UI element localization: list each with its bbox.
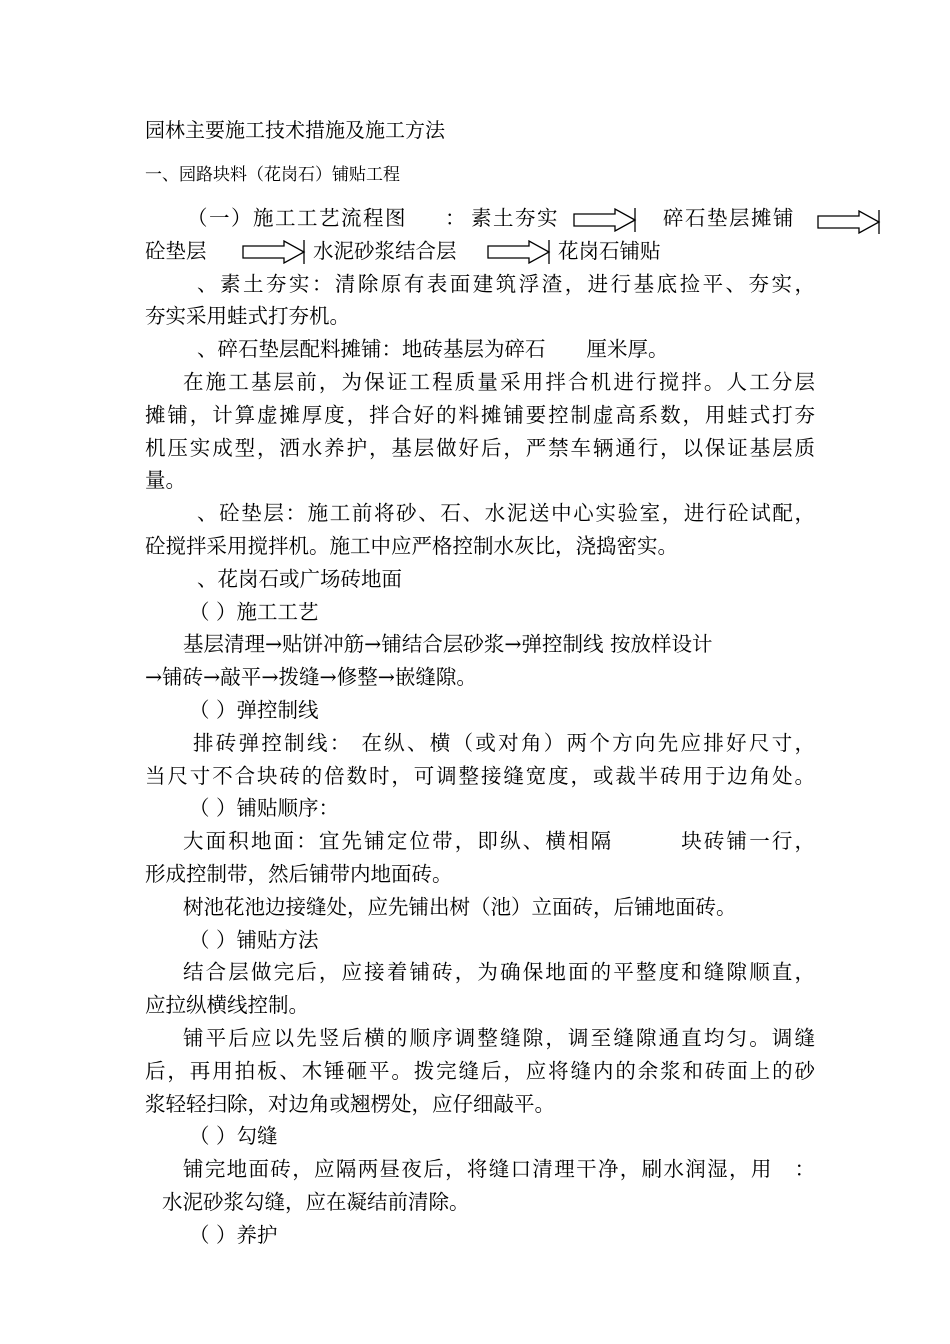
paragraph-line: 砼搅拌采用搅拌机。施工中应严格控制水灰比，浇捣密实。	[145, 533, 678, 558]
subheading: （ ）铺贴顺序：	[189, 796, 340, 821]
subheading: （ ）勾缝	[189, 1124, 278, 1149]
paragraph-line: 摊铺，计算虚摊厚度，拌合好的料摊铺要控制虚高系数，用蛙式打夯	[145, 402, 815, 427]
paragraph-line: 在施工基层前，为保证工程质量采用拌合机进行搅拌。人工分层	[183, 369, 815, 394]
subheading: （ ）养护	[189, 1222, 278, 1247]
document-title: 园林主要施工技术措施及施工方法	[145, 118, 445, 142]
section-heading: 一、园路块料（花岗石）铺贴工程	[145, 165, 400, 185]
flow-arrow-icon	[573, 208, 637, 232]
flow-arrow-icon	[242, 240, 306, 264]
paragraph-line: 应拉纵横线控制。	[145, 993, 309, 1018]
paragraph-line: 、砼垫层：施工前将砂、石、水泥送中心实验室，进行砼试配，	[197, 501, 815, 526]
paragraph-line: 结合层做完后，应接着铺砖，为确保地面的平整度和缝隙顺直，	[183, 960, 815, 985]
flow-chart-line-1	[145, 202, 815, 235]
subheading: 、花岗石或广场砖地面	[197, 566, 402, 591]
flow-arrow-icon	[487, 240, 551, 264]
paragraph-line: 排砖弹控制线： 在纵、横（或对角）两个方向先应排好尺寸，	[193, 730, 815, 755]
flow-heading: （一）施工工艺流程图	[187, 206, 407, 230]
paragraph-line: 浆轻轻扫除，对边角或翘楞处，应仔细敲平。	[145, 1091, 555, 1116]
flow-arrow-icon	[817, 210, 881, 234]
paragraph-line: 量。	[145, 468, 186, 493]
paragraph-line: 当尺寸不合块砖的倍数时，可调整接缝宽度，或裁半砖用于边角处。	[145, 763, 815, 788]
paragraph-line: 基层清理→贴饼冲筋→铺结合层砂浆→弹控制线 按放样设计	[183, 632, 713, 657]
paragraph-line: 夯实采用蛙式打夯机。	[145, 304, 350, 329]
paragraph-line: 后，再用拍板、木锤砸平。拨完缝后，应将缝内的余浆和砖面上的砂	[145, 1058, 815, 1083]
paragraph-line: 铺平后应以先竖后横的顺序调整缝隙，调至缝隙通直均匀。调缝	[183, 1025, 815, 1050]
flow-colon: ：	[445, 206, 467, 230]
paragraph-line: 、碎石垫层配料摊铺：地砖基层为碎石 厘米厚。	[197, 337, 669, 362]
paragraph-line: 水泥砂浆勾缝，应在凝结前清除。	[162, 1189, 470, 1214]
subheading: （ ）施工工艺	[189, 599, 319, 624]
paragraph-line: 大面积地面：宜先铺定位带，即纵、横相隔 块砖铺一行，	[183, 829, 815, 854]
flow-step-5: 花岗石铺贴	[558, 238, 661, 263]
paragraph-line: 树池花池边接缝处，应先铺出树（池）立面砖，后铺地面砖。	[183, 894, 737, 919]
paragraph-line: 机压实成型，洒水养护，基层做好后，严禁车辆通行，以保证基层质	[145, 435, 815, 460]
flow-step-3: 砼垫层	[145, 238, 207, 263]
paragraph-line: 、素土夯实：清除原有表面建筑浮渣，进行基底捡平、夯实，	[197, 271, 815, 296]
subheading: （ ）弹控制线	[189, 697, 319, 722]
subheading: （ ）铺贴方法	[189, 927, 319, 952]
paragraph-line: →铺砖→敲平→拨缝→修整→嵌缝隙。	[145, 665, 477, 690]
flow-step-1: 素土夯实	[471, 206, 559, 230]
paragraph-line: 铺完地面砖，应隔两昼夜后，将缝口清理干净，刷水润湿，用 ：	[183, 1157, 815, 1182]
paragraph-line: 形成控制带，然后铺带内地面砖。	[145, 861, 453, 886]
flow-step-2: 碎石垫层摊铺	[663, 206, 795, 230]
document-body	[145, 202, 815, 1252]
flow-chart-line-2	[145, 235, 815, 268]
flow-step-4: 水泥砂浆结合层	[313, 238, 457, 263]
